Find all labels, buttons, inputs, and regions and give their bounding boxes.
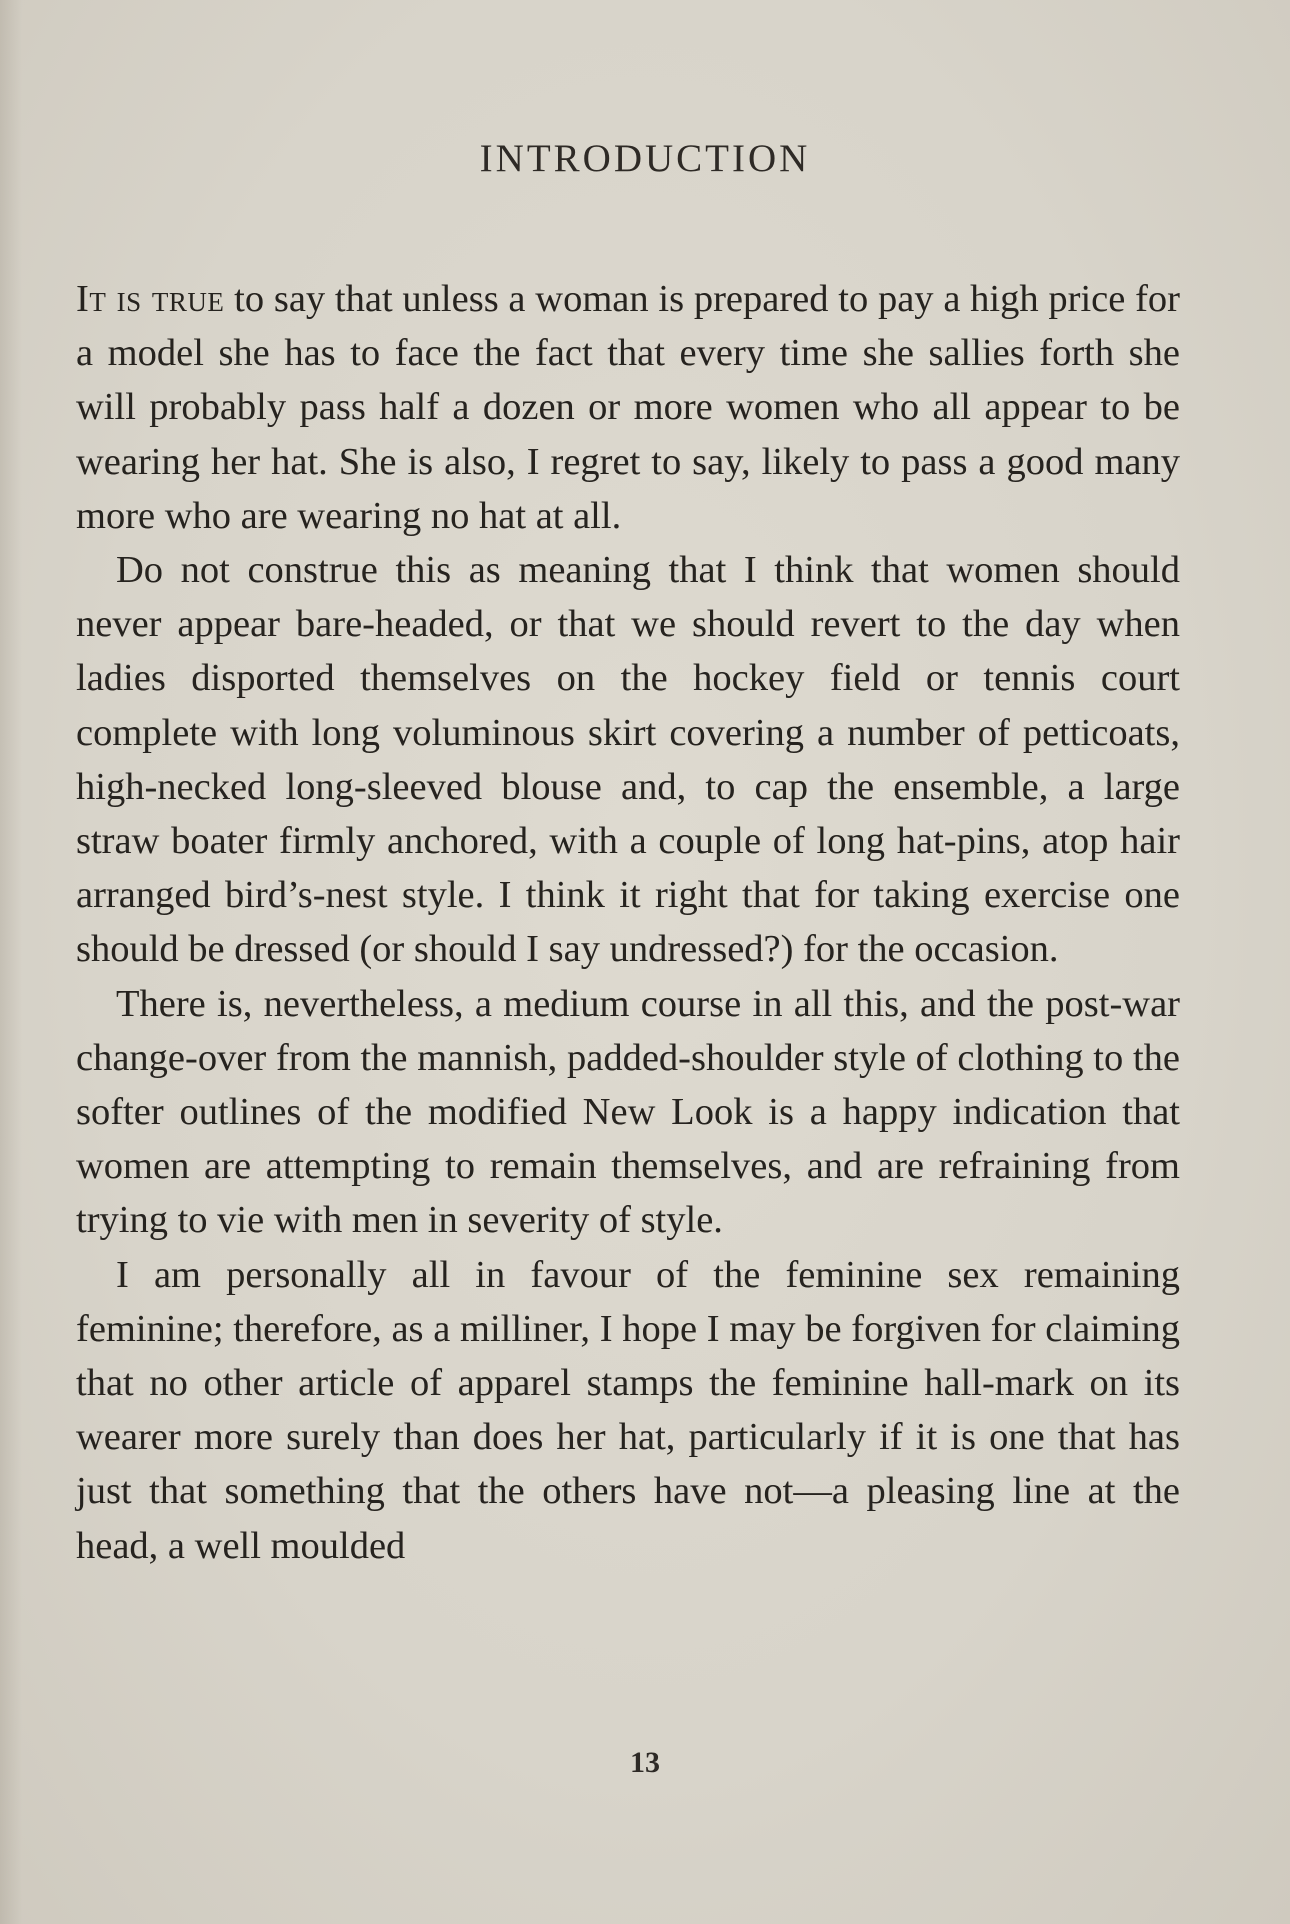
paragraph-4: I am personally all in favour of the feminine sex remaining feminine; therefore, as a milliner, I hope I may be forgiven for claiming that no other article of apparel stamps the feminine hall-mark on its wearer more surely than does her hat, particularly if it is one that has just that something that the others have not—a pleasing line at the head, a well moulded [76,1253,1180,1567]
page-number: 13 [630,1746,660,1779]
body-text [76,272,1180,1573]
running-head: INTRODUCTION [479,137,811,180]
paragraph-1 [76,272,1180,543]
paragraph-text: to say that unless a woman is prepared to pay a high price for a model she has to face the fact that every time she sallies forth she will probably pass half a dozen or more women who all appear to be wearing her hat. She is also, I regret to say, likely to pass a good many more who are wearing no hat at all. [76,278,1180,537]
paragraph-lead-smallcaps: It is true [76,278,225,320]
paragraph-3: There is, nevertheless, a medium course in all this, and the post-war change-over from the mannish, padded-shoulder style of clothing to the softer outlines of the modified New Look is a happy indication that women are attempting to remain themselves, and are refraining from trying to vie with men in severity of style. [76,982,1180,1242]
page-edge-shadow [0,0,22,1924]
paragraph-2: Do not construe this as meaning that I think that women should never appear bare-headed, or that we should revert to the day when ladies disported themselves on the hockey field or tennis court complete with long voluminous skirt covering a number of petticoats, high-necked long-sleeved blouse and, to cap the ensemble, a large straw boater firmly anchored, with a couple of long hat-pins, atop hair arranged bird’s-nest style. I think it right that for taking exercise one should be dressed (or should I say undressed?) for the occasion. [76,549,1180,971]
